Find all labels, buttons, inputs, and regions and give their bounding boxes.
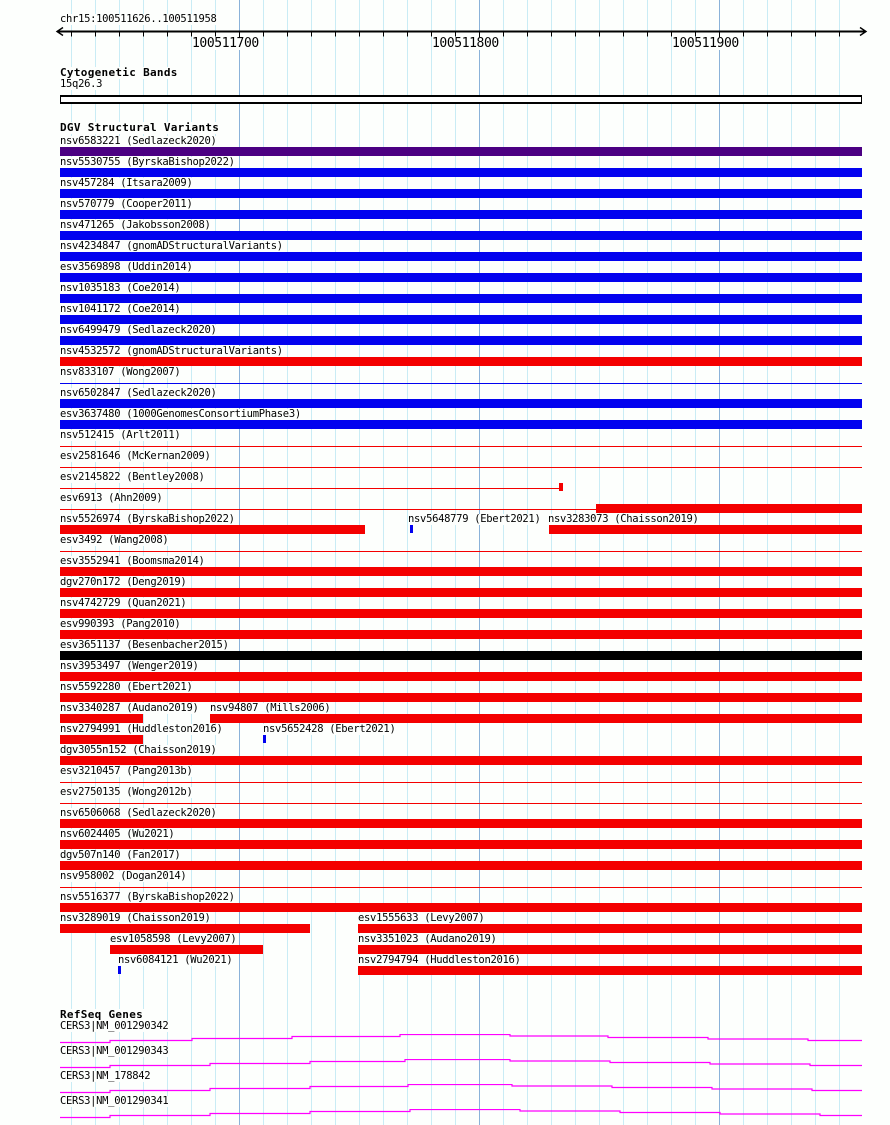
gene-label[interactable]: CERS3|NM_001290343 (60, 1045, 169, 1057)
variant-bar[interactable] (60, 525, 365, 534)
variant-label[interactable]: esv2581646 (McKernan2009) (60, 450, 211, 462)
variant-label[interactable]: nsv94807 (Mills2006) (210, 702, 331, 714)
variant-bar[interactable] (110, 945, 263, 954)
variant-label[interactable]: esv1058598 (Levy2007) (110, 933, 237, 945)
variant-line[interactable] (60, 887, 862, 888)
variant-bar[interactable] (60, 756, 862, 765)
variant-marker[interactable] (410, 525, 413, 533)
variant-label[interactable]: esv3637480 (1000GenomesConsortiumPhase3) (60, 408, 301, 420)
variant-label[interactable]: esv3210457 (Pang2013b) (60, 765, 193, 777)
variant-bar[interactable] (596, 504, 862, 513)
variant-line[interactable] (60, 782, 862, 783)
variant-label[interactable]: esv3492 (Wang2008) (60, 534, 169, 546)
variant-line[interactable] (60, 446, 862, 447)
variant-label[interactable]: dgv507n140 (Fan2017) (60, 849, 181, 861)
variant-label[interactable]: nsv5526974 (ByrskaBishop2022) (60, 513, 235, 525)
variant-bar[interactable] (549, 525, 862, 534)
variant-bar[interactable] (60, 567, 862, 576)
variant-label[interactable]: esv2750135 (Wong2012b) (60, 786, 193, 798)
variant-label[interactable]: nsv6506068 (Sedlazeck2020) (60, 807, 217, 819)
variant-label[interactable]: esv1555633 (Levy2007) (358, 912, 485, 924)
variant-label[interactable]: nsv4742729 (Quan2021) (60, 597, 187, 609)
variant-line[interactable] (60, 467, 862, 468)
variant-label[interactable]: nsv6502847 (Sedlazeck2020) (60, 387, 217, 399)
variant-line[interactable] (60, 488, 562, 489)
gene-label[interactable]: CERS3|NM_001290341 (60, 1095, 169, 1107)
variant-bar[interactable] (60, 903, 862, 912)
variant-label[interactable]: nsv958002 (Dogan2014) (60, 870, 187, 882)
variant-line[interactable] (60, 551, 862, 552)
variant-label[interactable]: nsv3289019 (Chaisson2019) (60, 912, 211, 924)
ruler-tick-label: 100511900 (672, 36, 739, 51)
cytoband-15q26-3[interactable] (60, 95, 862, 104)
variant-label[interactable]: nsv6024405 (Wu2021) (60, 828, 175, 840)
variant-bar[interactable] (60, 231, 862, 240)
cytoband-label: 15q26.3 (60, 78, 103, 90)
variant-label[interactable]: dgv3055n152 (Chaisson2019) (60, 744, 217, 756)
variant-bar[interactable] (60, 273, 862, 282)
variant-label[interactable]: nsv3340287 (Audano2019) (60, 702, 199, 714)
region-label: chr15:100511626..100511958 (60, 13, 217, 25)
variant-bar[interactable] (60, 924, 310, 933)
cytogenetic-bands-title: Cytogenetic Bands (60, 66, 178, 79)
variant-bar[interactable] (60, 819, 862, 828)
variant-bar[interactable] (60, 840, 862, 849)
variant-label[interactable]: nsv4532572 (gnomADStructuralVariants) (60, 345, 283, 357)
variant-label[interactable]: nsv5516377 (ByrskaBishop2022) (60, 891, 235, 903)
variant-marker[interactable] (118, 966, 121, 974)
variant-label[interactable]: nsv570779 (Cooper2011) (60, 198, 193, 210)
variant-label[interactable]: nsv4234847 (gnomADStructuralVariants) (60, 240, 283, 252)
variant-bar[interactable] (60, 189, 862, 198)
variant-bar[interactable] (60, 357, 862, 366)
variant-bar[interactable] (60, 735, 143, 744)
variant-label[interactable]: nsv5592280 (Ebert2021) (60, 681, 193, 693)
variant-label[interactable]: dgv270n172 (Deng2019) (60, 576, 187, 588)
variant-marker[interactable] (559, 483, 563, 491)
variant-label[interactable]: nsv833107 (Wong2007) (60, 366, 181, 378)
refseq-genes-title: RefSeq Genes (60, 1008, 144, 1021)
variant-label[interactable]: esv2145822 (Bentley2008) (60, 471, 205, 483)
variant-bar[interactable] (60, 672, 862, 681)
variant-label[interactable]: esv6913 (Ahn2009) (60, 492, 163, 504)
variant-bar[interactable] (60, 630, 862, 639)
variant-marker[interactable] (263, 735, 266, 743)
variant-label[interactable]: nsv3953497 (Wenger2019) (60, 660, 199, 672)
ruler-tick-label: 100511800 (432, 36, 499, 51)
variant-label[interactable]: nsv6499479 (Sedlazeck2020) (60, 324, 217, 336)
variant-bar[interactable] (60, 168, 862, 177)
variant-label[interactable]: esv3552941 (Boomsma2014) (60, 555, 205, 567)
variant-label[interactable]: nsv471265 (Jakobsson2008) (60, 219, 211, 231)
gene-glyph[interactable] (0, 1059, 890, 1069)
variant-bar[interactable] (60, 714, 143, 723)
variant-label[interactable]: nsv6583221 (Sedlazeck2020) (60, 135, 217, 147)
variant-bar[interactable] (60, 147, 862, 156)
variant-bar[interactable] (60, 399, 862, 408)
gene-label[interactable]: CERS3|NM_178842 (60, 1070, 151, 1082)
variant-label[interactable]: nsv5652428 (Ebert2021) (263, 723, 396, 735)
dgv-structural-variants-title: DGV Structural Variants (60, 121, 220, 134)
variant-bar[interactable] (60, 609, 862, 618)
variant-bar[interactable] (60, 294, 862, 303)
variant-label[interactable]: nsv6084121 (Wu2021) (118, 954, 233, 966)
variant-bar[interactable] (60, 210, 862, 219)
variant-bar[interactable] (60, 861, 862, 870)
variant-bar[interactable] (60, 651, 862, 660)
variant-label[interactable]: esv3569898 (Uddin2014) (60, 261, 193, 273)
variant-bar[interactable] (60, 588, 862, 597)
variant-label[interactable]: nsv5530755 (ByrskaBishop2022) (60, 156, 235, 168)
variant-bar[interactable] (358, 966, 862, 975)
gene-glyph[interactable] (0, 1034, 890, 1044)
variant-bar[interactable] (358, 924, 862, 933)
variant-label[interactable]: nsv3283073 (Chaisson2019) (548, 513, 699, 525)
gene-glyph[interactable] (0, 1109, 890, 1119)
variant-label[interactable]: esv990393 (Pang2010) (60, 618, 181, 630)
ruler-tick-label: 100511700 (192, 36, 259, 51)
variant-bar[interactable] (60, 252, 862, 261)
gene-label[interactable]: CERS3|NM_001290342 (60, 1020, 169, 1032)
variant-bar[interactable] (210, 714, 862, 723)
variant-label[interactable]: nsv5648779 (Ebert2021) (408, 513, 541, 525)
variant-label[interactable]: nsv2794991 (Huddleston2016) (60, 723, 223, 735)
variant-label[interactable]: nsv457284 (Itsara2009) (60, 177, 193, 189)
variant-line[interactable] (60, 383, 862, 384)
variant-bar[interactable] (60, 315, 862, 324)
variant-label[interactable]: nsv1041172 (Coe2014) (60, 303, 181, 315)
variant-label[interactable]: nsv512415 (Arlt2011) (60, 429, 181, 441)
variant-label[interactable]: esv3651137 (Besenbacher2015) (60, 639, 229, 651)
variant-bar[interactable] (60, 336, 862, 345)
gene-glyph[interactable] (0, 1084, 890, 1094)
variant-bar[interactable] (358, 945, 862, 954)
variant-label[interactable]: nsv2794794 (Huddleston2016) (358, 954, 521, 966)
variant-bar[interactable] (60, 693, 862, 702)
variant-label[interactable]: nsv3351023 (Audano2019) (358, 933, 497, 945)
variant-label[interactable]: nsv1035183 (Coe2014) (60, 282, 181, 294)
variant-line[interactable] (60, 803, 862, 804)
variant-bar[interactable] (60, 420, 862, 429)
